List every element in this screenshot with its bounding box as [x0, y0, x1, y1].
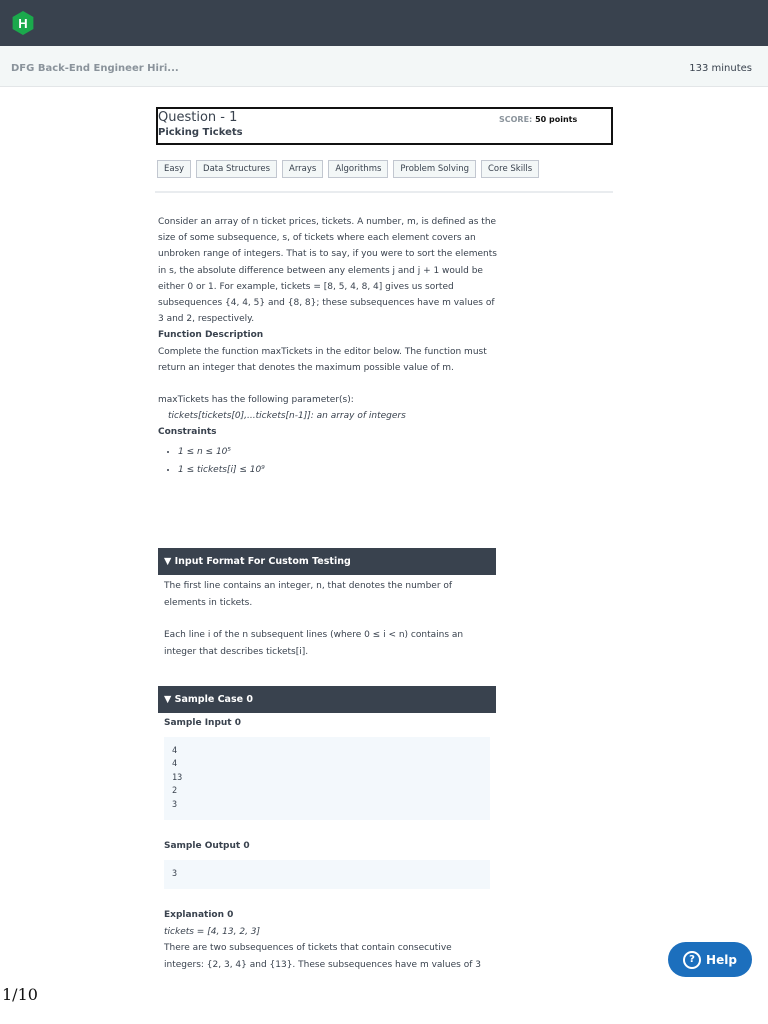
input-format-line2: Each line i of the n subsequent lines (where 0 ≤ i < n) contains an integer that describes tickets[i].	[164, 630, 464, 657]
problem-description	[158, 214, 498, 479]
input-format-line1: The first line contains an integer, n, that denotes the number of elements in tickets.	[164, 581, 453, 608]
question-mark-icon: ?	[683, 951, 701, 969]
question-header	[158, 107, 613, 145]
svg-text:H: H	[18, 16, 28, 31]
explanation-line2: There are two subsequences of tickets that contain consecutive integers: {2, 3, 4} and {13}. These subsequences have m values of 3	[164, 943, 481, 970]
help-label: Help	[706, 952, 737, 967]
test-title[interactable]: DFG Back-End Engineer Hiri...	[11, 63, 179, 74]
sample-output-code: 3	[164, 860, 490, 890]
question-name: Picking Tickets	[158, 127, 243, 138]
sample-case-body	[164, 715, 494, 973]
explanation-line1: tickets = [4, 13, 2, 3]	[164, 926, 261, 937]
parameter-tickets: tickets[tickets[0],...tickets[n-1]]: an array of integers	[168, 411, 406, 422]
input-format-body	[164, 578, 494, 660]
hackerrank-logo-icon[interactable]	[11, 11, 35, 35]
tag-algorithms[interactable]: Algorithms	[328, 160, 388, 178]
constraints-list	[158, 443, 498, 479]
test-subheader	[0, 46, 768, 87]
help-button[interactable]	[668, 942, 752, 977]
sample-input-label: Sample Input 0	[164, 718, 242, 728]
top-navbar	[0, 0, 768, 46]
sample-case-toggle[interactable]: ▼ Sample Case 0	[158, 686, 496, 713]
sample-input-code: 4 4 13 2 3	[164, 737, 490, 821]
constraint-item: • 1 ≤ n ≤ 10⁵	[178, 443, 498, 461]
question-title-box	[156, 107, 613, 145]
page-counter: 1/10	[2, 985, 38, 1004]
function-description-text: Complete the function maxTickets in the editor below. The function must return an integer that denotes the maximum possible value of m.	[158, 346, 487, 373]
sample-output-label: Sample Output 0	[164, 841, 250, 851]
parameters-intro: maxTickets has the following parameter(s):	[158, 395, 354, 406]
function-description-heading: Function Description	[158, 330, 264, 341]
description-paragraph: Consider an array of n ticket prices, tickets. A number, m, is defined as the size of some subsequence, s, of tickets where each element covers an unbroken range of integers. That is to say, if you were to sort the elements in s, the absolute difference between any elements j and j + 1 would be either 0 or 1. For example, tickets = [8, 5, 4, 8, 4] gives us sorted subsequences {4, 4, 5} and {8, 8}; these subsequences have m values of 3 and 2, respectively.	[158, 217, 497, 325]
tag-core-skills[interactable]: Core Skills	[481, 160, 539, 178]
tag-data-structures[interactable]: Data Structures	[196, 160, 277, 178]
divider	[155, 191, 613, 193]
constraint-item: • 1 ≤ tickets[i] ≤ 10⁹	[178, 461, 498, 479]
tag-easy[interactable]: Easy	[157, 160, 191, 178]
input-format-toggle[interactable]: ▼ Input Format For Custom Testing	[158, 548, 496, 575]
explanation-label: Explanation 0	[164, 910, 234, 920]
question-tags	[157, 160, 539, 178]
time-remaining: 133 minutes	[689, 63, 752, 74]
constraints-heading: Constraints	[158, 427, 217, 438]
tag-problem-solving[interactable]: Problem Solving	[393, 160, 476, 178]
tag-arrays[interactable]: Arrays	[282, 160, 323, 178]
question-number: Question - 1	[158, 110, 238, 125]
question-score: SCORE: 50 points	[499, 115, 578, 124]
